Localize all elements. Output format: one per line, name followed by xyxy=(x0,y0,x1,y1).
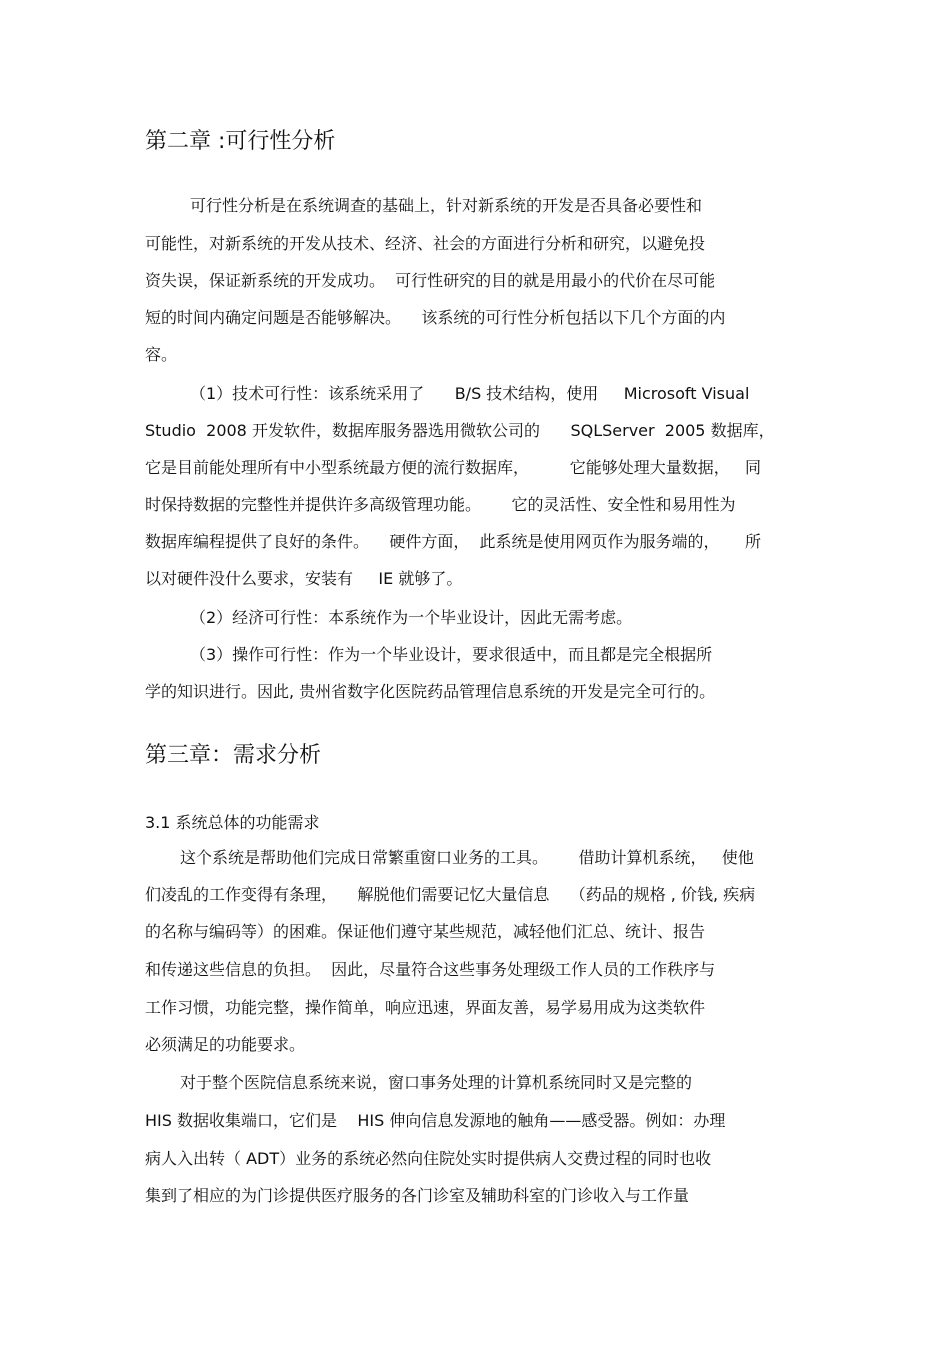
paragraph-line: 数据库编程提供了良好的条件。 硬件方面， 此系统是使用网页作为服务端的， 所 xyxy=(145,532,761,551)
paragraph-line: 资失误，保证新系统的开发成功。 可行性研究的目的就是用最小的代价在尽可能 xyxy=(145,271,716,290)
paragraph-line: Studio 2008 开发软件，数据库服务器选用微软公司的 SQLServer 2005 数据库， xyxy=(145,421,775,440)
paragraph-line: 集到了相应的为门诊提供医疗服务的各门诊室及辅助科室的门诊收入与工作量 xyxy=(145,1186,690,1205)
paragraph-line: 必须满足的功能要求。 xyxy=(145,1035,306,1054)
chapter-2-title: 第二章 :可行性分析 xyxy=(145,129,336,154)
paragraph-line: 们凌乱的工作变得有条理， 解脱他们需要记忆大量信息 （药品的规格 , 价钱, 疾病 xyxy=(145,885,756,904)
paragraph-line: 的名称与编码等）的困难。保证他们遵守某些规范，减轻他们汇总、统计、报告 xyxy=(145,922,706,941)
paragraph-line: 工作习惯，功能完整，操作简单，响应迅速，界面友善，易学易用成为这类软件 xyxy=(145,998,706,1017)
paragraph-line: HIS 数据收集端口，它们是 HIS 伸向信息发源地的触角——感受器。例如：办理 xyxy=(145,1111,726,1130)
paragraph-line: 短的时间内确定问题是否能够解决。 该系统的可行性分析包括以下几个方面的内 xyxy=(145,308,726,327)
paragraph-line: 可行性分析是在系统调查的基础上，针对新系统的开发是否具备必要性和 xyxy=(190,196,703,215)
paragraph-line: 它是目前能处理所有中小型系统最方便的流行数据库， 它能够处理大量数据， 同 xyxy=(145,458,761,477)
paragraph-line: 这个系统是帮助他们完成日常繁重窗口业务的工具。 借助计算机系统， 使他 xyxy=(180,848,754,867)
paragraph-line: 对于整个医院信息系统来说，窗口事务处理的计算机系统同时又是完整的 xyxy=(180,1073,693,1092)
paragraph-line: （3）操作可行性：作为一个毕业设计，要求很适中，而且都是完全根据所 xyxy=(190,645,713,664)
paragraph-line: 和传递这些信息的负担。 因此，尽量符合这些事务处理级工作人员的工作秩序与 xyxy=(145,960,716,979)
paragraph-line: 时保持数据的完整性并提供许多高级管理功能。 它的灵活性、安全性和易用性为 xyxy=(145,495,736,514)
section-3-1-title: 3.1 系统总体的功能需求 xyxy=(145,813,320,832)
paragraph-line: 可能性，对新系统的开发从技术、经济、社会的方面进行分析和研究，以避免投 xyxy=(145,234,706,253)
paragraph-line: 以对硬件没什么要求，安装有 IE 就够了。 xyxy=(145,569,463,588)
paragraph-line: （2）经济可行性：本系统作为一个毕业设计，因此无需考虑。 xyxy=(190,608,633,627)
paragraph-line: （1）技术可行性：该系统采用了 B/S 技术结构，使用 Microsoft Visual xyxy=(190,384,750,403)
paragraph-line: 学的知识进行。因此, 贵州省数字化医院药品管理信息系统的开发是完全可行的。 xyxy=(145,682,716,701)
chapter-3-title: 第三章：需求分析 xyxy=(145,743,322,768)
paragraph-line: 病人入出转（ ADT）业务的系统必然向住院处实时提供病人交费过程的同时也收 xyxy=(145,1149,712,1168)
paragraph-line: 容。 xyxy=(145,345,178,364)
